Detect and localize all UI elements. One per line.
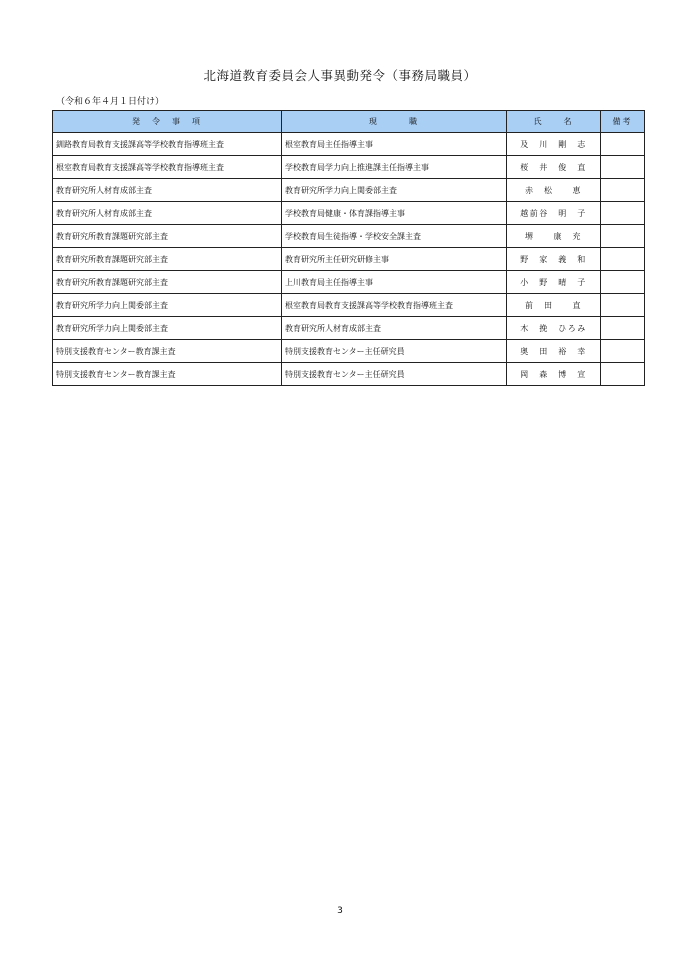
- name-cell: 野 家 義 和: [507, 248, 601, 271]
- name-cell: 小 野 晴 子: [507, 271, 601, 294]
- name-cell: 木 挽 ひろみ: [507, 317, 601, 340]
- table-row: [53, 225, 645, 248]
- name-cell: 堺 康 充: [507, 225, 601, 248]
- table-row: [53, 248, 645, 271]
- header-current-post: 現 職: [282, 111, 507, 133]
- remarks-cell: [601, 156, 645, 179]
- table-row: [53, 294, 645, 317]
- page-title: 北海道教育委員会人事異動発令（事務局職員）: [203, 68, 477, 83]
- remarks-cell: [601, 225, 645, 248]
- remarks-cell: [601, 271, 645, 294]
- remarks-cell: [601, 317, 645, 340]
- appointment-cell: 教育研究所学力向上関委部主査: [53, 317, 282, 340]
- remarks-cell: [601, 179, 645, 202]
- current-post-cell: 特別支援教育センター主任研究員: [282, 340, 507, 363]
- page-number: 3: [337, 906, 343, 916]
- name-cell: 奥 田 裕 幸: [507, 340, 601, 363]
- remarks-cell: [601, 363, 645, 386]
- remarks-cell: [601, 294, 645, 317]
- remarks-cell: [601, 340, 645, 363]
- remarks-cell: [601, 202, 645, 225]
- appointment-cell: 特別支援教育センター教育課主査: [53, 340, 282, 363]
- header-name: 氏 名: [507, 111, 601, 133]
- appointment-cell: 教育研究所教育課題研究部主査: [53, 248, 282, 271]
- table-row: [53, 340, 645, 363]
- current-post-cell: 教育研究所学力向上関委部主査: [282, 179, 507, 202]
- table-row: [53, 202, 645, 225]
- table-row: [53, 317, 645, 340]
- table-row: [53, 271, 645, 294]
- remarks-cell: [601, 248, 645, 271]
- table-row: [53, 363, 645, 386]
- name-cell: 及 川 剛 志: [507, 133, 601, 156]
- current-post-cell: 学校教育局学力向上推進課主任指導主事: [282, 156, 507, 179]
- current-post-cell: 特別支援教育センター主任研究員: [282, 363, 507, 386]
- current-post-cell: 根室教育局教育支援課高等学校教育指導班主査: [282, 294, 507, 317]
- current-post-cell: 学校教育局健康・体育課指導主事: [282, 202, 507, 225]
- effective-date: （令和６年４月１日付け）: [56, 97, 165, 107]
- table-row: [53, 179, 645, 202]
- table-row: [53, 133, 645, 156]
- header-appointment: 発 令 事 項: [53, 111, 282, 133]
- name-cell: 岡 森 博 宣: [507, 363, 601, 386]
- header-remarks: 備考: [601, 111, 645, 133]
- remarks-cell: [601, 133, 645, 156]
- name-cell: 前 田 直: [507, 294, 601, 317]
- current-post-cell: 学校教育局生徒指導・学校安全課主査: [282, 225, 507, 248]
- personnel-table: [52, 110, 645, 386]
- appointment-cell: 根室教育局教育支援課高等学校教育指導班主査: [53, 156, 282, 179]
- current-post-cell: 上川教育局主任指導主事: [282, 271, 507, 294]
- table-row: [53, 156, 645, 179]
- appointment-cell: 教育研究所人材育成部主査: [53, 179, 282, 202]
- appointment-cell: 特別支援教育センター教育課主査: [53, 363, 282, 386]
- appointment-cell: 教育研究所教育課題研究部主査: [53, 271, 282, 294]
- appointment-cell: 教育研究所教育課題研究部主査: [53, 225, 282, 248]
- appointment-cell: 釧路教育局教育支援課高等学校教育指導班主査: [53, 133, 282, 156]
- current-post-cell: 教育研究所主任研究研修主事: [282, 248, 507, 271]
- current-post-cell: 根室教育局主任指導主事: [282, 133, 507, 156]
- name-cell: 赤 松 恵: [507, 179, 601, 202]
- appointment-cell: 教育研究所人材育成部主査: [53, 202, 282, 225]
- name-cell: 越前谷 明 子: [507, 202, 601, 225]
- appointment-cell: 教育研究所学力向上関委部主査: [53, 294, 282, 317]
- current-post-cell: 教育研究所人材育成部主査: [282, 317, 507, 340]
- name-cell: 桜 井 俊 直: [507, 156, 601, 179]
- table-header-row: [53, 111, 645, 133]
